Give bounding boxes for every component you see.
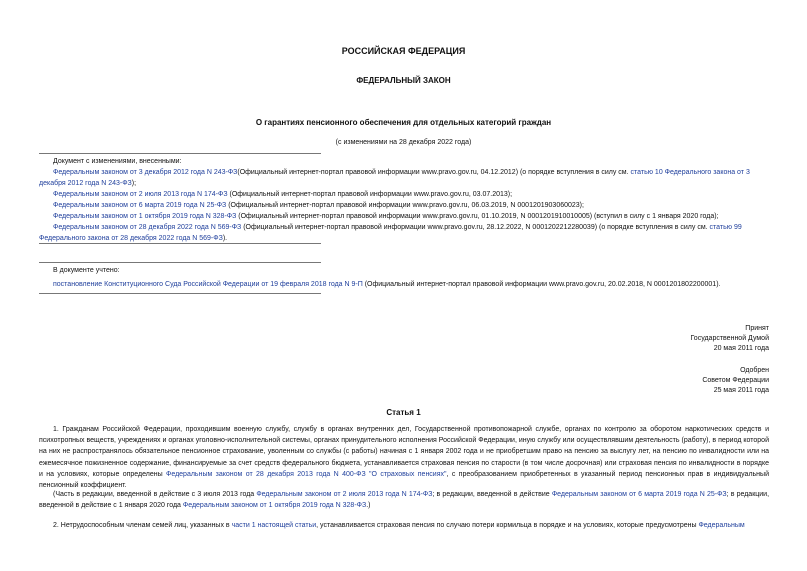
changes-intro: Документ с изменениями, внесенными: [53, 158, 182, 165]
change-item: Федеральным законом от 28 декабря 2022 года N 569-ФЗ (Официальный интернет-портал правовой информации www.pravo.gov.ru, 28.12.2022, N 0001202212280039) (о порядке вступления в силу см. статью 99 Федерального закона от 28 декабря 2022 года N 569-ФЗ). [39, 224, 742, 242]
change-link[interactable]: Федеральным законом от 1 октября 2019 года N 328-ФЗ [53, 213, 237, 220]
law-link[interactable]: Федеральным [698, 522, 745, 529]
considered-link[interactable]: постановление Конституционного Суда Российской Федерации от 19 февраля 2018 года N 9-П [53, 281, 363, 288]
accepted-block: Принят Государственной Думой 20 мая 2011 года [690, 325, 769, 352]
divider [39, 293, 321, 294]
revision-note: (с изменениями на 28 декабря 2022 года) [335, 139, 472, 146]
edition-note: (Часть в редакции, введенной в действие с 3 июля 2013 года Федеральным законом от 2 июля 2013 года N 174-ФЗ; в редакции, введенной в действие Федеральным законом от 6 марта 2019 года N 25-ФЗ; в редакции, введенной в действие с 1 января 2020 года Федеральным законом от 1 октября 2019 года N 328-ФЗ.) [39, 491, 770, 510]
change-item: Федеральным законом от 6 марта 2019 года N 25-ФЗ (Официальный интернет-портал правовой информации www.pravo.gov.ru, 06.03.2019, N 0001201903060023); [53, 202, 584, 209]
change-link[interactable]: статью 10 Федерального закона от 3 декабря 2012 года N 243-ФЗ [39, 169, 750, 187]
article-paragraph: 2. Нетрудоспособным членам семей лиц, указанных в части 1 настоящей статьи, устанавливается страховая пенсия по случаю потери кормильца в порядке и на условиях, которые предусмотрены Федеральным [53, 522, 745, 529]
change-item: Федеральным законом от 3 декабря 2012 года N 243-ФЗ(Официальный интернет-портал правовой информации www.pravo.gov.ru, 04.12.2012) (о порядке вступления в силу см. статью 10 Федерального закона от 3 декабря 2012 года N 243-ФЗ); [39, 169, 750, 187]
divider [39, 153, 321, 154]
approved-block: Одобрен Советом Федерации 25 мая 2011 года [702, 367, 769, 394]
change-item: Федеральным законом от 1 октября 2019 года N 328-ФЗ (Официальный интернет-портал правовой информации www.pravo.gov.ru, 01.10.2019, N 0001201910010005) (вступил в силу с 1 января 2020 года); [53, 213, 719, 220]
change-item: Федеральным законом от 2 июля 2013 года N 174-ФЗ (Официальный интернет-портал правовой информации www.pravo.gov.ru, 03.07.2013); [53, 191, 513, 198]
considered-block [53, 265, 769, 290]
change-link[interactable]: Федеральным законом от 28 декабря 2022 года N 569-ФЗ [53, 224, 242, 231]
law-link[interactable]: Федеральным законом от 6 марта 2019 года N 25-ФЗ [551, 491, 727, 498]
change-link[interactable]: статью 99 Федерального закона от 28 декабря 2022 года N 569-ФЗ [39, 224, 742, 242]
divider [39, 243, 321, 244]
considered-intro: В документе учтено: [53, 267, 120, 274]
law-link[interactable]: Федеральным законом от 28 декабря 2013 года N 400-ФЗ "О страховых пенсиях" [166, 470, 447, 478]
change-link[interactable]: Федеральным законом от 2 июля 2013 года N 174-ФЗ [53, 191, 228, 198]
considered-item: постановление Конституционного Суда Российской Федерации от 19 февраля 2018 года N 9-П (Официальный интернет-портал правовой информации www.pravo.gov.ru, 20.02.2018, N 0001201802200001). [53, 281, 721, 288]
country-heading: РОССИЙСКАЯ ФЕДЕРАЦИЯ [341, 46, 466, 56]
article-link[interactable]: части 1 настоящей статьи [231, 522, 317, 529]
article-title: Статья 1 [386, 408, 421, 417]
divider [39, 262, 321, 263]
law-type-heading: ФЕДЕРАЛЬНЫЙ ЗАКОН [356, 76, 451, 85]
article-paragraph: 1. Гражданам Российской Федерации, проходившим военную службу, службу в органах внутренних дел, Государственной противопожарной службе, органах по контролю за оборотом наркотических средств и психотропных веществ, учреждениях и органах уголовно-исполнительной системы, органах принудительного исполнения Российской Федерации, иную службу или осуществлявшим деятельность (работу), в период которой на них не распространялось обязательное пенсионное страхование, уволенным со службы (с работы) начиная с 1 января 2002 года и не приобретшим право на пенсию за выслугу лет, на пенсию по инвалидности или на ежемесячное пожизненное содержание, финансируемые за счет средств федерального бюджета, устанавливается страховая пенсия по старости (в том числе досрочная) или страховая пенсия по инвалидности в порядке и на условиях, которые определены Федеральным законом от 28 декабря 2013 года N 400-ФЗ "О страховых пенсиях", с преобразованием приобретенных в указанный период пенсионных прав в индивидуальный пенсионный коэффициент. [39, 426, 769, 490]
law-link[interactable]: Федеральным законом от 2 июля 2013 года N 174-ФЗ [256, 491, 433, 498]
law-title: О гарантиях пенсионного обеспечения для отдельных категорий граждан [255, 118, 552, 127]
change-link[interactable]: Федеральным законом от 3 декабря 2012 года N 243-ФЗ [53, 169, 238, 176]
change-link[interactable]: Федеральным законом от 6 марта 2019 года N 25-ФЗ [53, 202, 227, 209]
law-link[interactable]: Федеральным законом от 1 октября 2019 года N 328-ФЗ [182, 502, 367, 510]
changes-block [39, 156, 769, 244]
